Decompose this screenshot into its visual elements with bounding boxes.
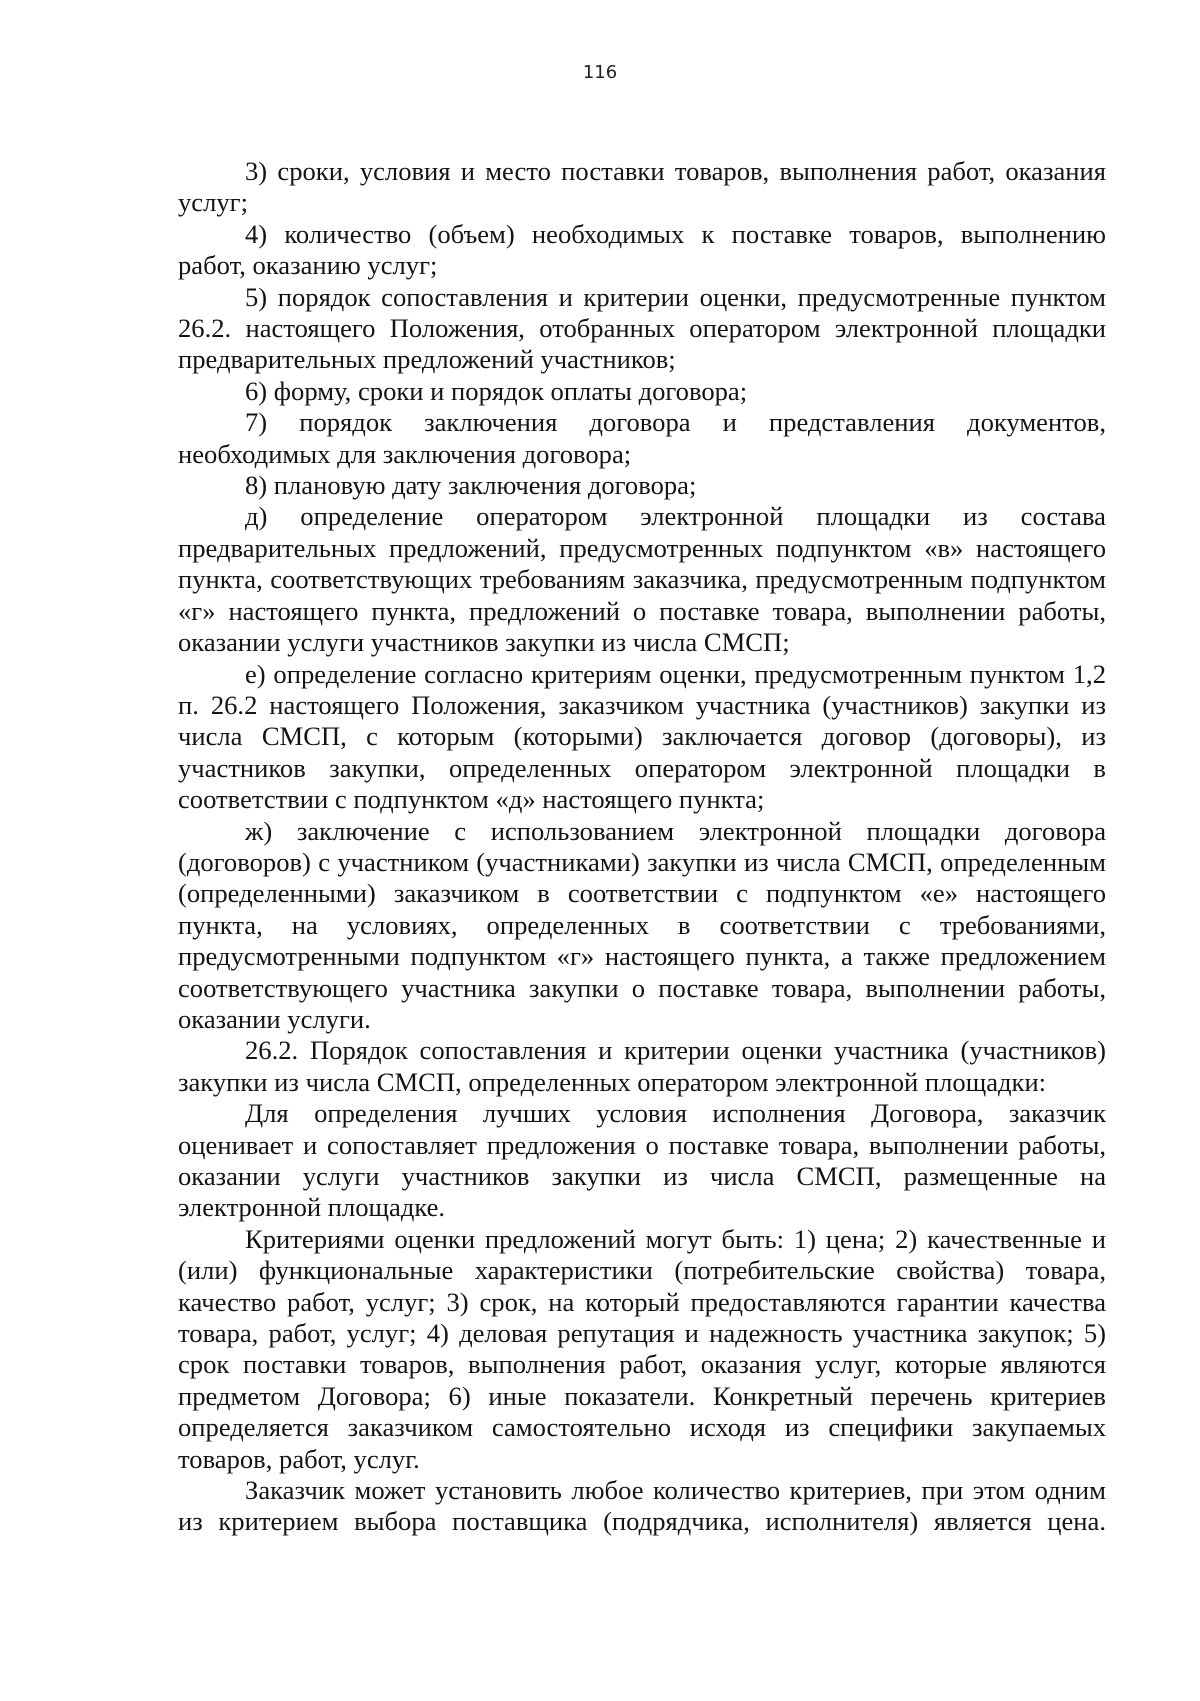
paragraph-criteria-count: Заказчик может установить любое количество критериев, при этом одним из критерием выбора поставщика (подрядчика, исполнителя) является цена. bbox=[178, 1475, 1106, 1537]
paragraph-best-conditions: Для определения лучших условия исполнения Договора, заказчик оценивает и сопоставляет предложения о поставке товара, выполнении работы, оказании услуги участников закупки из числа СМСП, размещенные на электронной площадке. bbox=[178, 1098, 1106, 1223]
paragraph-item-8: 8) плановую дату заключения договора; bbox=[245, 470, 697, 501]
paragraph-criteria-list: Критериями оценки предложений могут быть: 1) цена; 2) качественные и (или) функциональные характеристики (потребительские свойства) товара, качество работ, услуг; 3) срок, на который предоставляются гарантии качества товара, работ, услуг; 4) деловая репутация и надежность участника закупок; 5) срок поставки товаров, выполнения работ, оказания услуг, которые являются предметом Договора; 6) иные показатели. Конкретный перечень критериев определяется заказчиком самостоятельно исходя из специфики закупаемых товаров, работ, услуг. bbox=[178, 1223, 1106, 1474]
paragraph-item-6: 6) форму, сроки и порядок оплаты договора; bbox=[245, 375, 748, 406]
paragraph-subitem-e: е) определение согласно критериям оценки, предусмотренным пунктом 1,2 п. 26.2 настоящего Положения, заказчиком участника (участников) закупки из числа СМСП, с которым (которыми) заключается договор (договоры), из участников закупки, определенных оператором электронной площадки в соответствии с подпунктом «д» настоящего пункта; bbox=[178, 658, 1106, 815]
paragraph-section-26-2: 26.2. Порядок сопоставления и критерии оценки участника (участников) закупки из числа СМСП, определенных оператором электронной площадки: bbox=[178, 1035, 1106, 1097]
paragraph-item-7: 7) порядок заключения договора и представления документов, необходимых для заключения договора; bbox=[178, 407, 1106, 469]
page-number: 116 bbox=[582, 62, 618, 83]
paragraph-subitem-zh: ж) заключение с использованием электронной площадки договора (договоров) с участником (участниками) закупки из числа СМСП, определенным (определенными) заказчиком в соответствии с подпунктом «е» настоящего пункта, на условиях, определенных в соответствии с требованиями, предусмотренными подпунктом «г» настоящего пункта, а также предложением соответствующего участника закупки о поставке товара, выполнении работы, оказании услуги. bbox=[178, 815, 1106, 1034]
paragraph-subitem-d: д) определение оператором электронной площадки из состава предварительных предложений, предусмотренных подпунктом «в» настоящего пункта, соответствующих требованиям заказчика, предусмотренным подпунктом «г» настоящего пункта, предложений о поставке товара, выполнении работы, оказании услуги участников закупки из числа СМСП; bbox=[178, 501, 1106, 658]
paragraph-item-3: 3) сроки, условия и место поставки товаров, выполнения работ, оказания услуг; bbox=[178, 156, 1106, 218]
paragraph-item-5: 5) порядок сопоставления и критерии оценки, предусмотренные пунктом 26.2. настоящего Положения, отобранных оператором электронной площадки предварительных предложений участников; bbox=[178, 281, 1106, 375]
paragraph-item-4: 4) количество (объем) необходимых к поставке товаров, выполнению работ, оказанию услуг; bbox=[178, 218, 1106, 281]
body-text bbox=[178, 156, 1106, 1538]
